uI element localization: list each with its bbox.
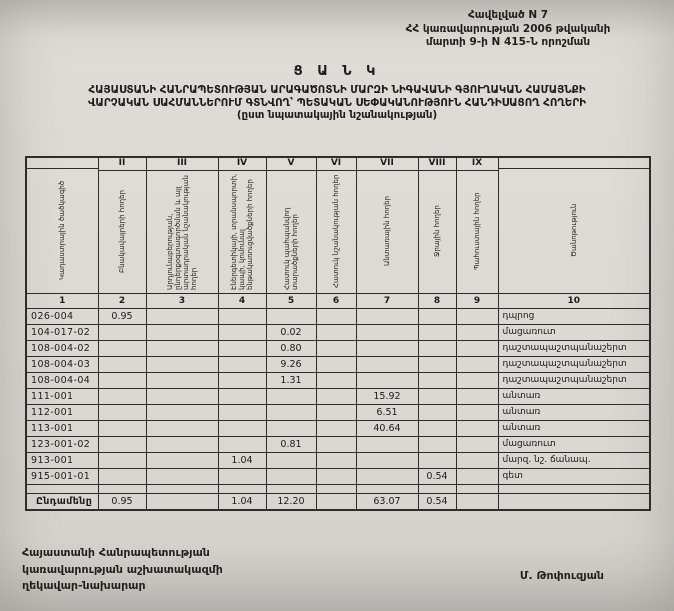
area-value-cell [356, 340, 418, 356]
column-number: 1 [26, 293, 98, 308]
area-value-cell [146, 452, 218, 468]
area-value-cell [356, 356, 418, 372]
column-roman-numeral: IV [219, 158, 266, 171]
cadastral-code-cell: 123-001-02 [26, 436, 98, 452]
column-number: 6 [316, 293, 356, 308]
column-number: 9 [456, 293, 498, 308]
area-value-cell [356, 324, 418, 340]
area-value-cell [316, 388, 356, 404]
table-row [26, 356, 650, 372]
area-value-cell [316, 468, 356, 484]
total-value-cell [456, 493, 498, 510]
land-use-cell: անտառ [498, 404, 650, 420]
land-use-cell: մացառուտ [498, 324, 650, 340]
area-value-cell [356, 468, 418, 484]
spacer-cell [356, 484, 418, 493]
area-value-cell [316, 340, 356, 356]
subtitle-line: ՀԱՅԱՍՏԱՆԻ ՀԱՆՐԱՊԵՏՈՒԹՅԱՆ ԱՐԱԳԱԾՈՏՆԻ ՄԱՐԶԻ ՆԻԳԱՎԱՆԻ ԳՅՈՒՂԱԿԱՆ ՀԱՄԱՅՆՔԻ [88, 84, 586, 96]
column-roman-numeral: VI [317, 158, 356, 171]
totals-note-cell [498, 493, 650, 510]
appendix-reference [358, 9, 658, 50]
column-header [316, 157, 356, 293]
cadastral-code-cell: 913-001 [26, 452, 98, 468]
table-row [26, 340, 650, 356]
area-value-cell [146, 356, 218, 372]
area-value-cell [218, 340, 266, 356]
column-header [418, 157, 456, 293]
area-value-cell [418, 404, 456, 420]
footer-line: կառավարության աշխատակազմի [22, 562, 223, 576]
spacer-cell [418, 484, 456, 493]
column-roman-numeral: II [99, 158, 146, 171]
column-header-label: Բնակավայրերի հողեր [117, 190, 126, 274]
signatory-name: Մ. Թոփուզյան [519, 569, 604, 582]
spacer-cell [218, 484, 266, 493]
spacer-cell [498, 484, 650, 493]
column-number: 4 [218, 293, 266, 308]
area-value-cell [146, 324, 218, 340]
area-value-cell [418, 420, 456, 436]
column-header [146, 157, 218, 293]
spacer-cell [26, 484, 98, 493]
area-value-cell [418, 308, 456, 324]
area-value-cell [266, 420, 316, 436]
area-value-cell [456, 372, 498, 388]
area-value-cell [218, 468, 266, 484]
land-use-cell: գետ [498, 468, 650, 484]
total-value-cell [146, 493, 218, 510]
area-value-cell [316, 372, 356, 388]
spacer-cell [456, 484, 498, 493]
column-header-label: Պահուստային հողեր [472, 192, 481, 271]
area-value-cell [218, 356, 266, 372]
land-use-cell: անտառ [498, 388, 650, 404]
header-row [26, 157, 650, 293]
area-value-cell: 40.64 [356, 420, 418, 436]
table-body [26, 308, 650, 510]
column-roman-numeral: VIII [419, 158, 456, 171]
area-value-cell [456, 420, 498, 436]
area-value-cell [316, 324, 356, 340]
area-value-cell [98, 388, 146, 404]
column-number-row [26, 293, 650, 308]
spacer-cell [98, 484, 146, 493]
area-value-cell [356, 452, 418, 468]
area-value-cell [316, 356, 356, 372]
area-value-cell [316, 308, 356, 324]
column-header [218, 157, 266, 293]
area-value-cell: 0.54 [418, 468, 456, 484]
area-value-cell [456, 468, 498, 484]
column-header [98, 157, 146, 293]
cadastral-code-cell: 113-001 [26, 420, 98, 436]
column-roman-numeral: III [147, 158, 218, 171]
column-header-label: Էներգետիկայի, տրանսպորտի, կապի, կոմունալ ենթակառուցվածքների հողեր [229, 174, 255, 291]
footer-line: ղեկավար-նախարար [22, 579, 146, 592]
area-value-cell [456, 356, 498, 372]
area-value-cell [98, 404, 146, 420]
area-value-cell [218, 388, 266, 404]
spacer-row [26, 484, 650, 493]
column-number: 2 [98, 293, 146, 308]
area-value-cell [146, 388, 218, 404]
column-header [498, 157, 650, 293]
area-value-cell [418, 340, 456, 356]
table-row [26, 308, 650, 324]
total-value-cell: 12.20 [266, 493, 316, 510]
document-subtitle [0, 84, 674, 122]
area-value-cell [418, 388, 456, 404]
cadastral-code-cell: 108-004-04 [26, 372, 98, 388]
footer-line: Հայաստանի Հանրապետության [22, 546, 210, 559]
totals-label: Ընդամենը [26, 493, 98, 510]
column-number: 3 [146, 293, 218, 308]
area-value-cell: 0.80 [266, 340, 316, 356]
column-roman-numeral: IX [457, 158, 498, 171]
area-value-cell [418, 452, 456, 468]
column-roman-numeral: V [267, 158, 316, 171]
column-header-label: Հատուկ նշանակության հողեր [331, 175, 340, 289]
subtitle-line: (ըստ նպատակային նշանակության) [236, 109, 438, 122]
area-value-cell [418, 372, 456, 388]
area-value-cell [356, 308, 418, 324]
area-value-cell: 0.81 [266, 436, 316, 452]
area-value-cell: 0.02 [266, 324, 316, 340]
column-header [26, 157, 98, 293]
column-roman-numeral: VII [357, 158, 418, 171]
column-number: 7 [356, 293, 418, 308]
area-value-cell [316, 452, 356, 468]
area-value-cell [356, 436, 418, 452]
area-value-cell [456, 404, 498, 420]
column-number: 5 [266, 293, 316, 308]
spacer-cell [146, 484, 218, 493]
area-value-cell [218, 324, 266, 340]
land-parcels-table [25, 156, 651, 511]
area-value-cell: 0.95 [98, 308, 146, 324]
column-number: 8 [418, 293, 456, 308]
area-value-cell [456, 324, 498, 340]
land-use-cell: դպրոց [498, 308, 650, 324]
table-row [26, 420, 650, 436]
total-value-cell: 0.54 [418, 493, 456, 510]
area-value-cell [98, 420, 146, 436]
table-row [26, 372, 650, 388]
cadastral-code-cell: 108-004-02 [26, 340, 98, 356]
signature-block [22, 545, 223, 595]
total-value-cell: 0.95 [98, 493, 146, 510]
spacer-cell [266, 484, 316, 493]
total-value-cell: 1.04 [218, 493, 266, 510]
land-use-cell: դաշտապաշտպանաշերտ [498, 356, 650, 372]
column-header-label: Ջրային հողեր [432, 205, 441, 258]
column-number: 10 [498, 293, 650, 308]
totals-row [26, 493, 650, 510]
area-value-cell [218, 436, 266, 452]
land-use-cell: մարզ. նշ. ճանապ. [498, 452, 650, 468]
area-value-cell [456, 452, 498, 468]
area-value-cell [146, 436, 218, 452]
land-use-cell: անտառ [498, 420, 650, 436]
column-header [356, 157, 418, 293]
table-row [26, 452, 650, 468]
column-header [456, 157, 498, 293]
subtitle-line: ՎԱՐՉԱԿԱՆ ՍԱՀՄԱՆՆԵՐՈՒՄ ԳՏՆՎՈՂ՝ ՊԵՏԱԿԱՆ ՍԵՓԱԿԱՆՈՒԹՅՈՒՆ ՀԱՆԴԻՍԱՑՈՂ ՀՈՂԵՐԻ [88, 96, 586, 109]
area-value-cell [266, 388, 316, 404]
cadastral-code-cell: 108-004-03 [26, 356, 98, 372]
table-row [26, 468, 650, 484]
area-value-cell: 15.92 [356, 388, 418, 404]
area-value-cell [218, 372, 266, 388]
area-value-cell [98, 372, 146, 388]
area-value-cell [98, 340, 146, 356]
area-value-cell [98, 324, 146, 340]
area-value-cell [266, 452, 316, 468]
area-value-cell [316, 404, 356, 420]
cadastral-code-cell: 104-017-02 [26, 324, 98, 340]
area-value-cell: 1.04 [218, 452, 266, 468]
area-value-cell [146, 372, 218, 388]
area-value-cell [456, 308, 498, 324]
area-value-cell [218, 308, 266, 324]
appendix-line: Հավելված N 7 [467, 9, 549, 21]
appendix-line: ՀՀ կառավարության 2006 թվականի [405, 22, 611, 35]
column-roman-numeral [499, 158, 650, 169]
document-title: Ց Ա Ն Կ [293, 64, 381, 79]
area-value-cell [146, 340, 218, 356]
area-value-cell: 1.31 [266, 372, 316, 388]
cadastral-code-cell: 112-001 [26, 404, 98, 420]
area-value-cell [316, 436, 356, 452]
area-value-cell [316, 420, 356, 436]
area-value-cell [218, 420, 266, 436]
area-value-cell [456, 388, 498, 404]
table-row [26, 324, 650, 340]
area-value-cell [418, 436, 456, 452]
area-value-cell: 9.26 [266, 356, 316, 372]
total-value-cell: 63.07 [356, 493, 418, 510]
area-value-cell [456, 436, 498, 452]
area-value-cell [146, 468, 218, 484]
cadastral-code-cell: 111-001 [26, 388, 98, 404]
cadastral-code-cell: 026-004 [26, 308, 98, 324]
land-use-cell: մացառուտ [498, 436, 650, 452]
area-value-cell [418, 324, 456, 340]
column-header-label: Ծանոթություն [569, 204, 578, 258]
appendix-line: մարտի 9-ի N 415-Ն որոշման [425, 36, 591, 49]
column-header [266, 157, 316, 293]
column-header-label: Արդյունաբերության, ընդերքօգտագործման և այլ արտադրական նշանակության հողեր [165, 175, 199, 291]
area-value-cell [418, 356, 456, 372]
spacer-cell [316, 484, 356, 493]
total-value-cell [316, 493, 356, 510]
area-value-cell [98, 468, 146, 484]
cadastral-code-cell: 915-001-01 [26, 468, 98, 484]
column-header-label: Անտառային հողեր [382, 196, 391, 267]
area-value-cell [146, 420, 218, 436]
column-roman-numeral [27, 158, 98, 169]
area-value-cell [98, 436, 146, 452]
area-value-cell [456, 340, 498, 356]
land-use-cell: դաշտապաշտպանաշերտ [498, 340, 650, 356]
area-value-cell [146, 308, 218, 324]
area-value-cell [146, 404, 218, 420]
area-value-cell [98, 452, 146, 468]
area-value-cell [218, 404, 266, 420]
area-value-cell [266, 468, 316, 484]
area-value-cell [266, 308, 316, 324]
column-header-label: Կադաստրային ծածկագիծ [58, 181, 67, 281]
column-header-label: Հատուկ պահպանվող տարածքների հողեր [282, 208, 299, 291]
table-row [26, 388, 650, 404]
area-value-cell: 6.51 [356, 404, 418, 420]
table-row [26, 404, 650, 420]
land-use-cell: դաշտապաշտպանաշերտ [498, 372, 650, 388]
table-row [26, 436, 650, 452]
area-value-cell [98, 356, 146, 372]
area-value-cell [356, 372, 418, 388]
area-value-cell [266, 404, 316, 420]
